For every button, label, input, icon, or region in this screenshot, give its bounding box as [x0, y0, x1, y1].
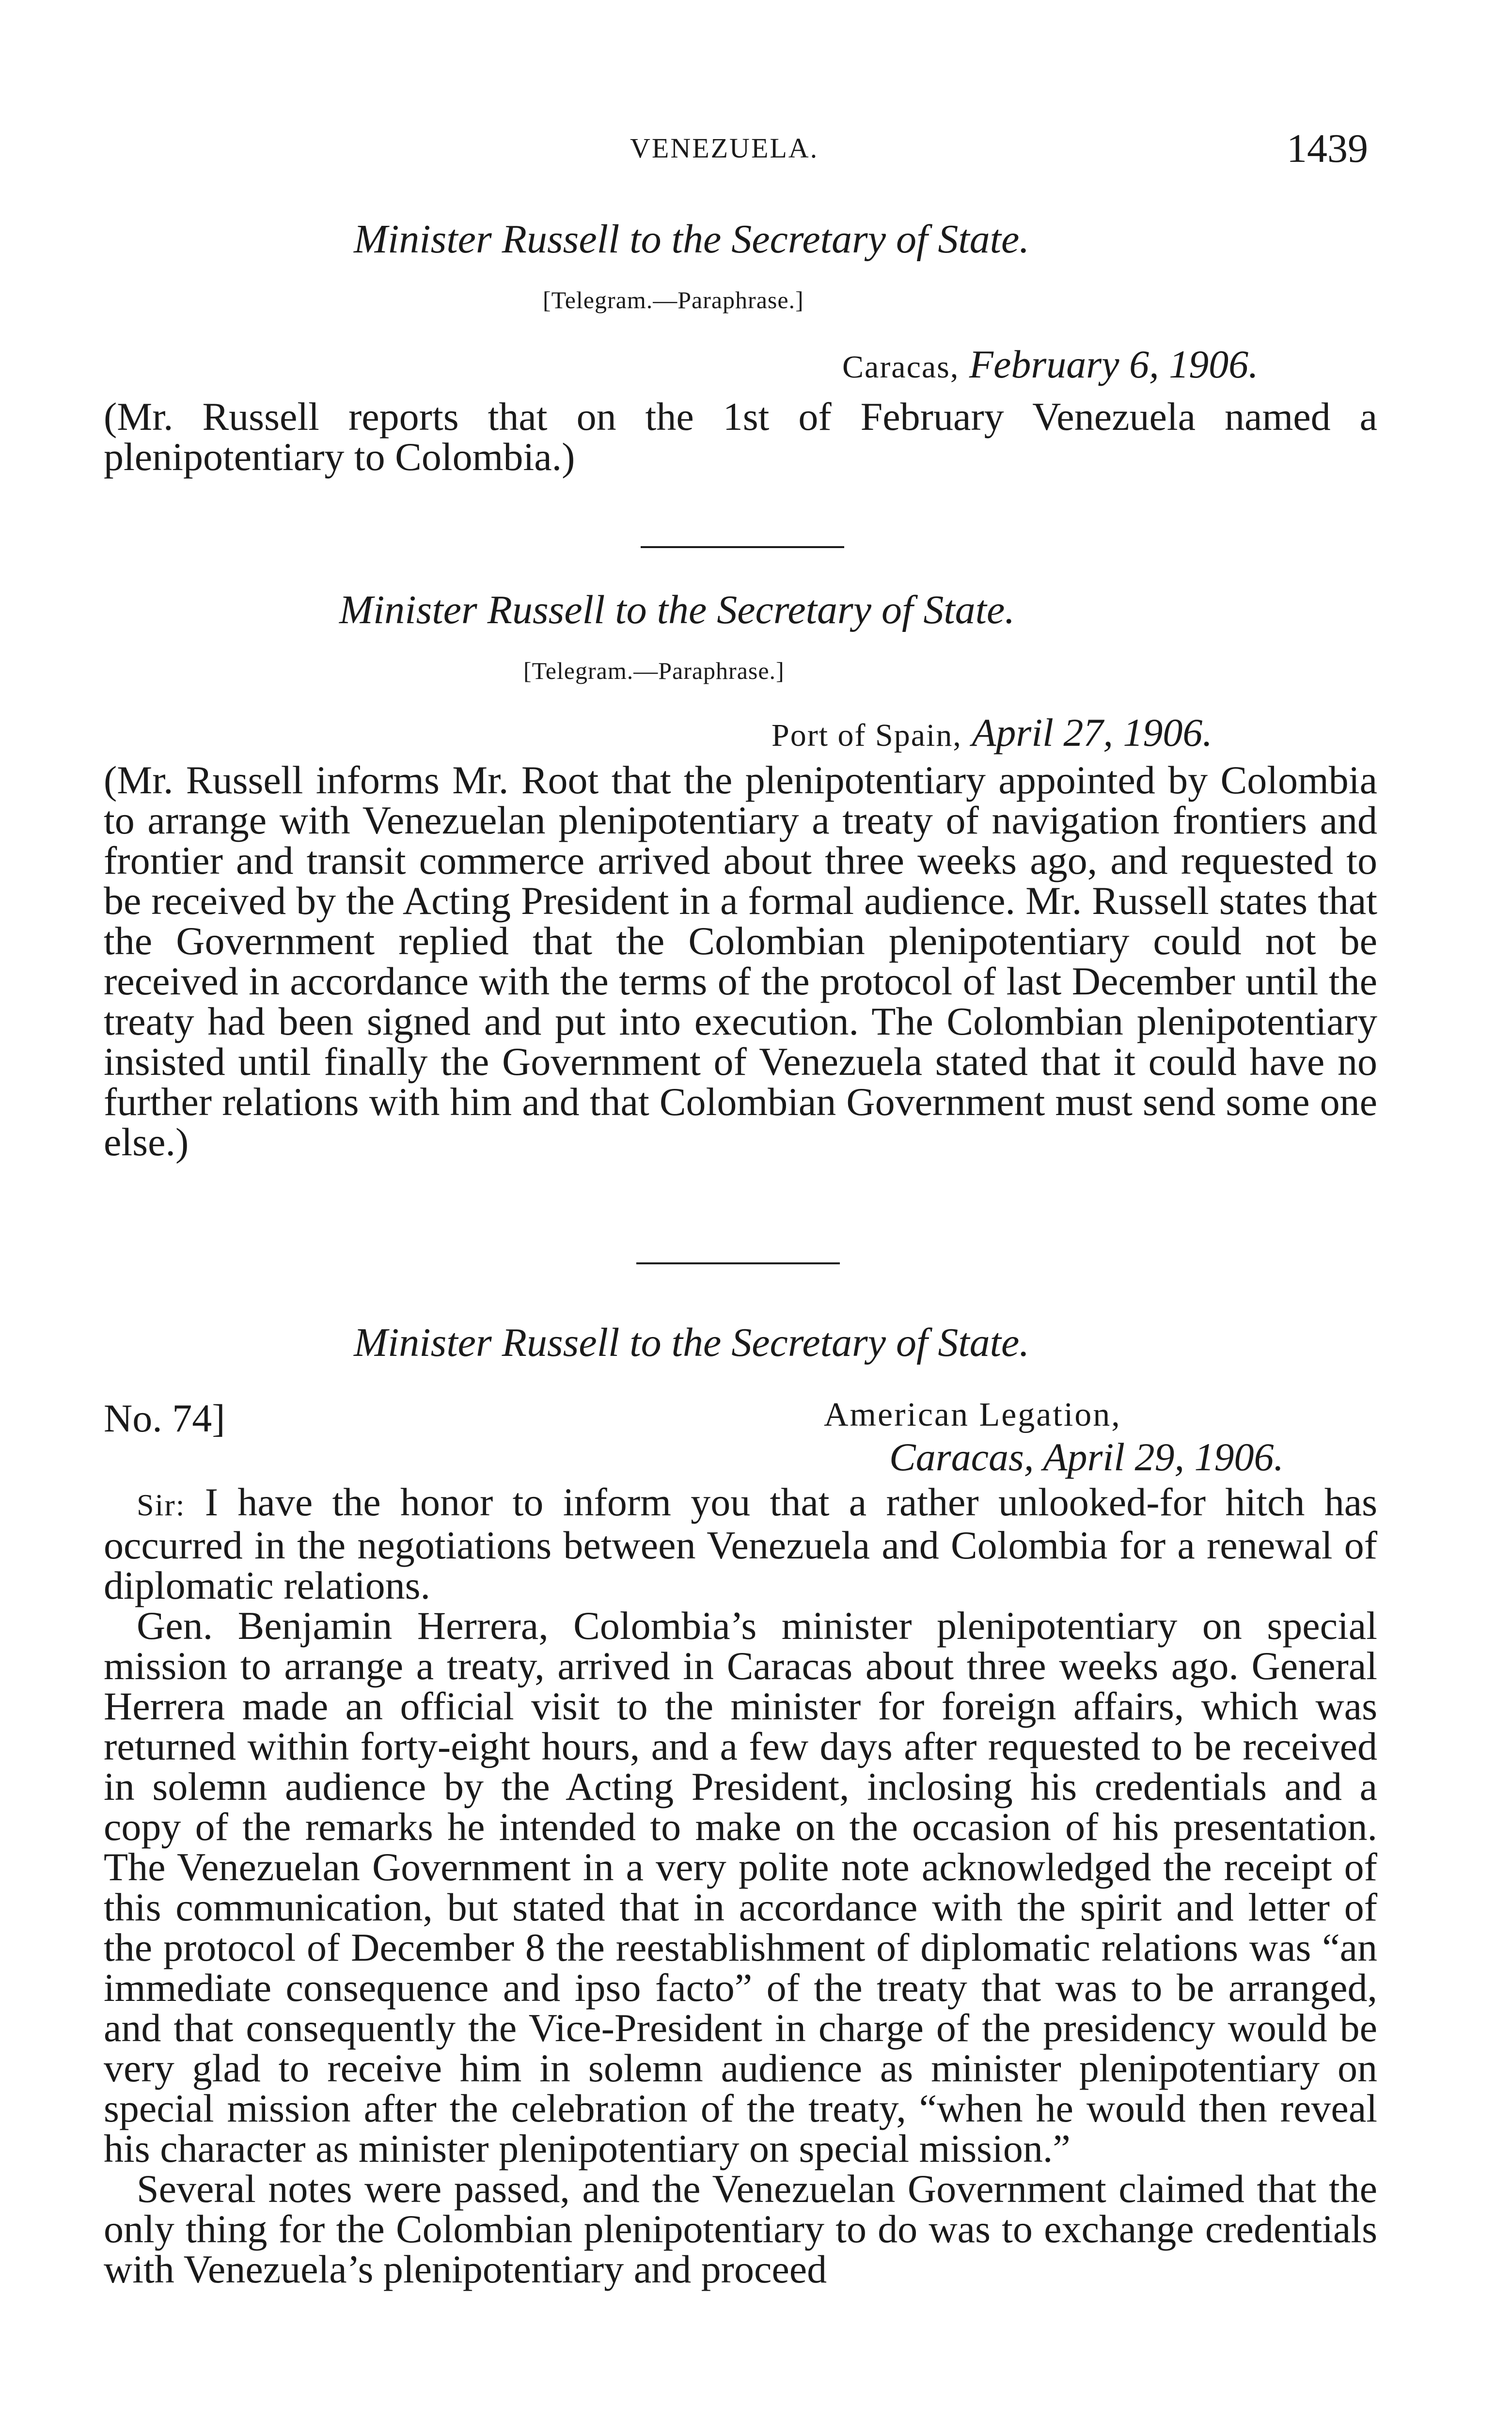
- doc3-paragraph-3: Several notes were passed, and the Venezuelan Government claimed that the only thing for the Colombian plenipotentiary to do was to exchange credentials with Venezuela’s plenipotentiary and proceed: [104, 2167, 1377, 2291]
- doc3-number: No. 74]: [104, 1396, 225, 1440]
- doc3-date: Caracas, April 29, 1906.: [889, 1435, 1284, 1479]
- doc1-paragraph: (Mr. Russell reports that on the 1st of February Venezuela named a plenipotentiary to Colombia.): [104, 394, 1377, 479]
- doc2-telegram-note: [Telegram.—Paraphrase.]: [523, 657, 785, 684]
- doc1-body: [104, 396, 1377, 477]
- doc2-paragraph: (Mr. Russell informs Mr. Root that the plenipotentiary appointed by Colombia to arrange with Venezuelan plenipotentiary a treaty of navigation frontiers and frontier and transit commerce arrived about three weeks ago, and requested to be received by the Acting President in a formal audience. Mr. Russell states that the Government replied that the Colombian plenipotentiary could not be received in accordance with the terms of the protocol of last December until the treaty had been signed and put into execution. The Colombian plenipotentiary insisted until finally the Government of Venezuela stated that it could have no further relations with him and that Colombian Government must send some one else.): [104, 758, 1377, 1164]
- doc2-body: [104, 760, 1377, 1162]
- doc1-place: Caracas,: [842, 349, 960, 385]
- doc3-paragraph-1: [104, 1482, 1377, 1605]
- section-divider: [636, 1262, 840, 1264]
- doc2-place: Port of Spain,: [772, 718, 962, 753]
- page-number: 1439: [1287, 126, 1368, 171]
- running-title: VENEZUELA.: [630, 132, 819, 164]
- doc1-dateline: [842, 342, 1259, 387]
- salutation: Sir:: [137, 1488, 186, 1522]
- doc3-place: American Legation,: [824, 1396, 1121, 1433]
- doc3-body: [104, 1482, 1377, 2289]
- doc2-heading: Minister Russell to the Secretary of State.: [339, 587, 1015, 632]
- doc3-paragraph-2: Gen. Benjamin Herrera, Colombia’s minister plenipotentiary on special mission to arrange a treaty, arrived in Caracas about three weeks ago. General Herrera made an official visit to the minister for foreign affairs, which was returned within forty-eight hours, and a few days after requested to be received in solemn audience by the Acting President, inclosing his credentials and a copy of the remarks he intended to make on the occasion of his presentation. The Venezuelan Government in a very polite note acknowledged the receipt of this communication, but stated that in accordance with the spirit and letter of the protocol of December 8 the reestablishment of diplomatic relations was “an immediate consequence and ipso facto” of the treaty that was to be arranged, and that consequently the Vice-President in charge of the presidency would be very glad to receive him in solemn audience as minister plenipotentiary on special mission after the celebration of the treaty, “when he would then reveal his character as minister plenipotentiary on special mission.”: [104, 1604, 1377, 2171]
- doc2-dateline: [772, 710, 1213, 755]
- doc1-heading: Minister Russell to the Secretary of State.: [354, 217, 1030, 262]
- section-divider: [641, 546, 844, 548]
- doc1-date: February 6, 1906.: [969, 342, 1259, 386]
- doc3-heading: Minister Russell to the Secretary of State.: [354, 1320, 1030, 1365]
- doc3-paragraph-1-text: I have the honor to inform you that a rather unlooked-for hitch has occurred in the negotiations between Venezuela and Colombia for a renewal of diplomatic relations.: [104, 1480, 1378, 1607]
- doc2-date: April 27, 1906.: [972, 710, 1213, 755]
- doc1-telegram-note: [Telegram.—Paraphrase.]: [543, 286, 804, 314]
